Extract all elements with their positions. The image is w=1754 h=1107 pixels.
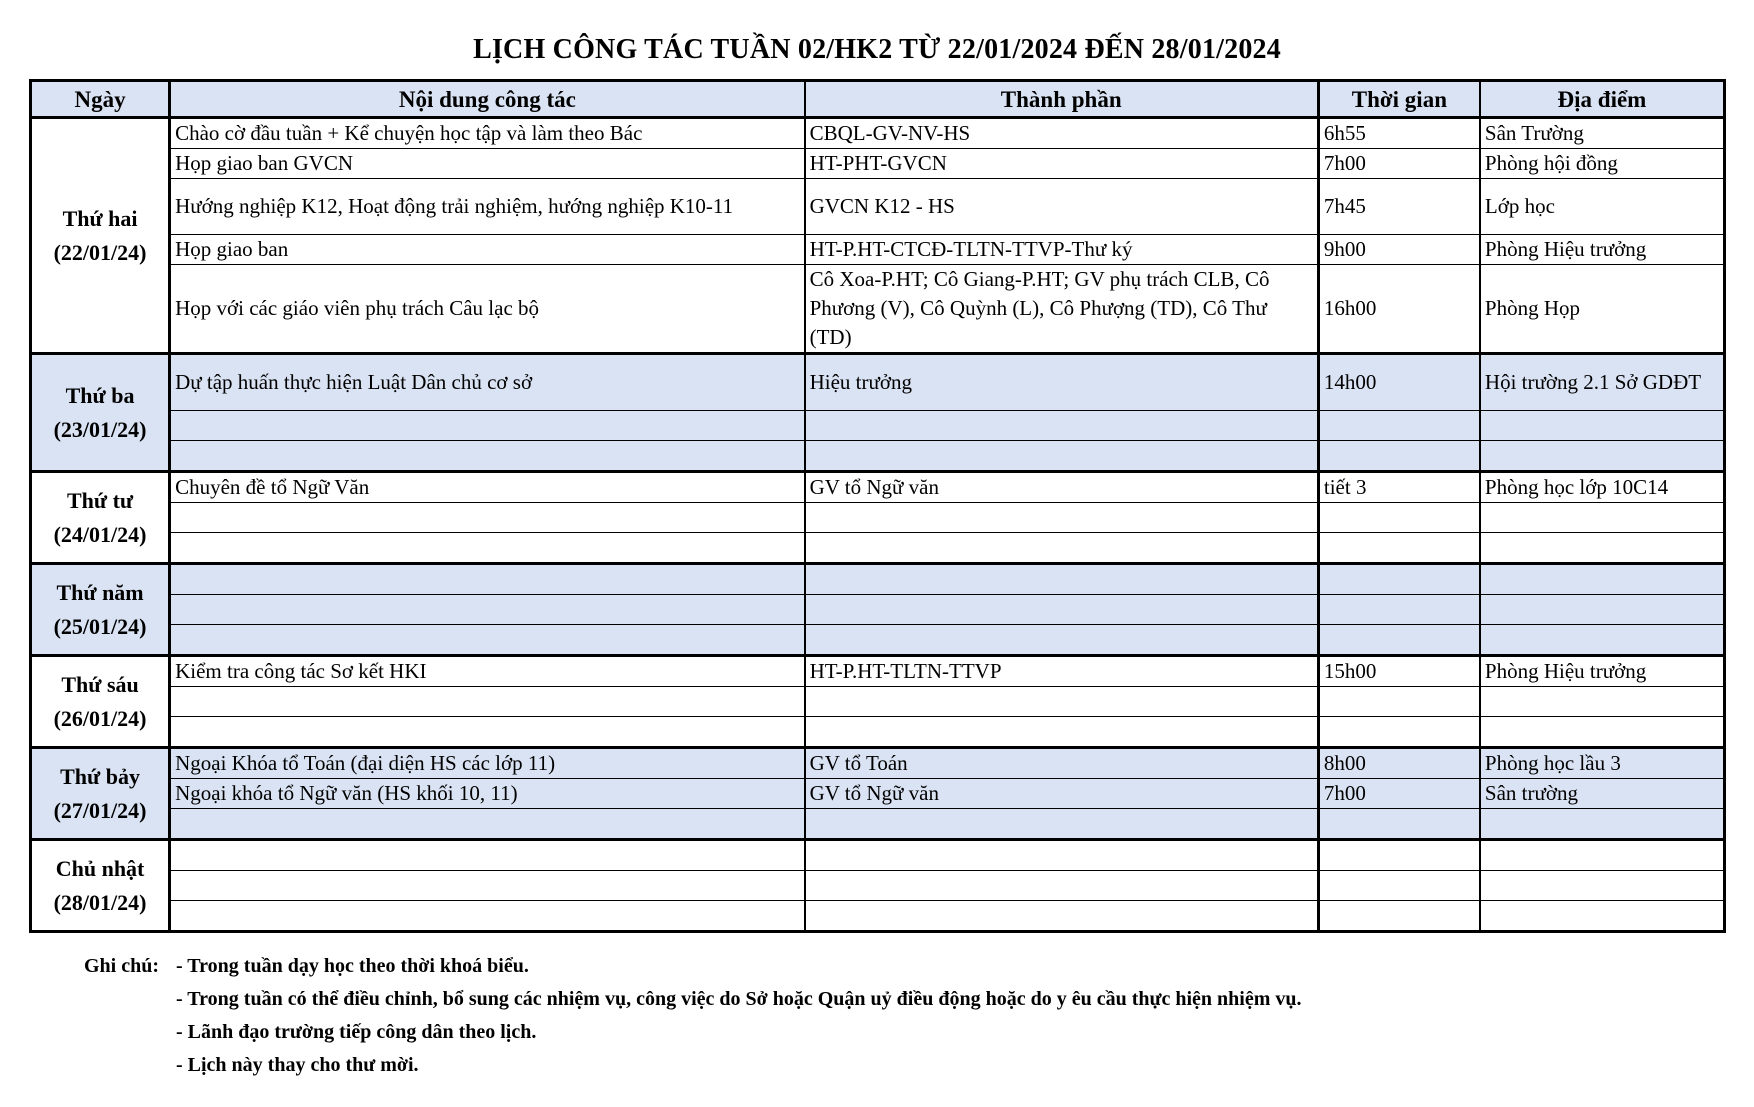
cell-content bbox=[170, 564, 805, 595]
cell-participants: GVCN K12 - HS bbox=[805, 179, 1319, 235]
cell-time: 7h00 bbox=[1318, 149, 1480, 179]
table-row bbox=[31, 533, 1725, 564]
cell-content bbox=[170, 595, 805, 625]
cell-time: 6h55 bbox=[1318, 118, 1480, 149]
cell-time bbox=[1318, 687, 1480, 717]
cell-content bbox=[170, 871, 805, 901]
cell-time bbox=[1318, 625, 1480, 656]
cell-time: 14h00 bbox=[1318, 354, 1480, 411]
note-item: - Lãnh đạo trường tiếp công dân theo lịch. bbox=[176, 1021, 537, 1043]
cell-place bbox=[1480, 441, 1725, 472]
cell-place bbox=[1480, 503, 1725, 533]
cell-time: 16h00 bbox=[1318, 265, 1480, 354]
day-date: (23/01/24) bbox=[53, 416, 147, 442]
cell-place bbox=[1480, 840, 1725, 871]
day-date: (27/01/24) bbox=[53, 797, 147, 823]
cell-time bbox=[1318, 441, 1480, 472]
table-row bbox=[31, 118, 1725, 149]
cell-content bbox=[170, 840, 805, 871]
cell-content bbox=[170, 441, 805, 472]
cell-participants: HT-PHT-GVCN bbox=[805, 149, 1319, 179]
cell-time bbox=[1318, 595, 1480, 625]
cell-participants bbox=[805, 687, 1319, 717]
table-row bbox=[31, 901, 1725, 932]
cell-place: Sân Trường bbox=[1480, 118, 1725, 149]
cell-participants bbox=[805, 503, 1319, 533]
note-item: - Lịch này thay cho thư mời. bbox=[176, 1054, 419, 1076]
table-row bbox=[31, 503, 1725, 533]
cell-content: Ngoại khóa tổ Ngữ văn (HS khối 10, 11) bbox=[170, 779, 805, 809]
cell-time bbox=[1318, 901, 1480, 932]
cell-participants: HT-P.HT-TLTN-TTVP bbox=[805, 656, 1319, 687]
cell-time bbox=[1318, 840, 1480, 871]
cell-participants bbox=[805, 411, 1319, 441]
cell-participants: Hiệu trưởng bbox=[805, 354, 1319, 411]
day-name: Thứ bảy bbox=[60, 763, 140, 789]
cell-content bbox=[170, 809, 805, 840]
table-row bbox=[31, 265, 1725, 354]
cell-participants: Cô Xoa-P.HT; Cô Giang-P.HT; GV phụ trách CLB, Cô Phương (V), Cô Quỳnh (L), Cô Phượng (TD), Cô Thư (TD) bbox=[805, 265, 1319, 354]
cell-participants bbox=[805, 840, 1319, 871]
header-time: Thời gian bbox=[1318, 81, 1480, 118]
cell-place bbox=[1480, 717, 1725, 748]
cell-content: Hướng nghiệp K12, Hoạt động trải nghiệm, hướng nghiệp K10-11 bbox=[170, 179, 805, 235]
day-cell bbox=[31, 748, 170, 840]
note-item: - Trong tuần có thể điều chỉnh, bổ sung các nhiệm vụ, công việc do Sở hoặc Quận uỷ điều động hoặc do y êu cầu thực hiện nhiệm vụ. bbox=[176, 988, 1302, 1010]
table-row bbox=[31, 840, 1725, 871]
cell-place: Phòng Họp bbox=[1480, 265, 1725, 354]
cell-place: Phòng Hiệu trưởng bbox=[1480, 656, 1725, 687]
cell-participants bbox=[805, 625, 1319, 656]
cell-participants bbox=[805, 809, 1319, 840]
cell-time bbox=[1318, 411, 1480, 441]
day-date: (26/01/24) bbox=[53, 705, 147, 731]
table-row bbox=[31, 235, 1725, 265]
cell-place bbox=[1480, 595, 1725, 625]
cell-participants: GV tổ Ngữ văn bbox=[805, 779, 1319, 809]
day-name: Thứ hai bbox=[62, 205, 138, 231]
day-name: Thứ ba bbox=[65, 382, 135, 408]
cell-content bbox=[170, 411, 805, 441]
cell-content: Chào cờ đầu tuần + Kể chuyện học tập và làm theo Bác bbox=[170, 118, 805, 149]
cell-place: Lớp học bbox=[1480, 179, 1725, 235]
cell-place bbox=[1480, 533, 1725, 564]
cell-place: Phòng Hiệu trưởng bbox=[1480, 235, 1725, 265]
cell-place bbox=[1480, 901, 1725, 932]
cell-participants bbox=[805, 871, 1319, 901]
schedule-body bbox=[31, 118, 1725, 932]
day-name: Thứ năm bbox=[56, 579, 144, 605]
cell-participants: GV tổ Ngữ văn bbox=[805, 472, 1319, 503]
header-place: Địa điểm bbox=[1480, 81, 1725, 118]
cell-time bbox=[1318, 564, 1480, 595]
cell-time: 7h45 bbox=[1318, 179, 1480, 235]
notes bbox=[84, 950, 1302, 1082]
table-row bbox=[31, 564, 1725, 595]
day-date: (28/01/24) bbox=[53, 889, 147, 915]
day-cell bbox=[31, 564, 170, 656]
header-day: Ngày bbox=[31, 81, 170, 118]
day-cell bbox=[31, 656, 170, 748]
cell-time bbox=[1318, 871, 1480, 901]
table-row bbox=[31, 687, 1725, 717]
note-item: - Trong tuần dạy học theo thời khoá biểu. bbox=[176, 955, 529, 977]
cell-content bbox=[170, 625, 805, 656]
cell-time: 8h00 bbox=[1318, 748, 1480, 779]
table-row bbox=[31, 179, 1725, 235]
cell-place: Hội trường 2.1 Sở GDĐT bbox=[1480, 354, 1725, 411]
table-row bbox=[31, 779, 1725, 809]
table-row bbox=[31, 809, 1725, 840]
cell-time bbox=[1318, 503, 1480, 533]
table-row bbox=[31, 748, 1725, 779]
header-row bbox=[31, 81, 1725, 118]
cell-content: Kiểm tra công tác Sơ kết HKI bbox=[170, 656, 805, 687]
cell-content: Chuyên đề tổ Ngữ Văn bbox=[170, 472, 805, 503]
cell-participants bbox=[805, 441, 1319, 472]
day-cell bbox=[31, 472, 170, 564]
day-date: (25/01/24) bbox=[53, 613, 147, 639]
cell-content: Ngoại Khóa tổ Toán (đại diện HS các lớp 11) bbox=[170, 748, 805, 779]
day-date: (22/01/24) bbox=[53, 239, 147, 265]
table-row bbox=[31, 354, 1725, 411]
cell-place: Phòng học lớp 10C14 bbox=[1480, 472, 1725, 503]
cell-participants bbox=[805, 564, 1319, 595]
day-name: Thứ sáu bbox=[61, 671, 139, 697]
day-name: Thứ tư bbox=[66, 487, 134, 513]
notes-label: Ghi chú: bbox=[84, 955, 160, 977]
cell-participants bbox=[805, 533, 1319, 564]
cell-content: Họp với các giáo viên phụ trách Câu lạc bộ bbox=[170, 265, 805, 354]
cell-time bbox=[1318, 533, 1480, 564]
cell-place: Phòng hội đồng bbox=[1480, 149, 1725, 179]
table-row bbox=[31, 717, 1725, 748]
cell-participants: HT-P.HT-CTCĐ-TLTN-TTVP-Thư ký bbox=[805, 235, 1319, 265]
table-row bbox=[31, 595, 1725, 625]
day-name: Chủ nhật bbox=[55, 855, 145, 881]
table-row bbox=[31, 656, 1725, 687]
day-cell bbox=[31, 840, 170, 932]
cell-time: 7h00 bbox=[1318, 779, 1480, 809]
notes-list bbox=[176, 950, 1302, 1082]
cell-content bbox=[170, 533, 805, 564]
table-row bbox=[31, 411, 1725, 441]
cell-time bbox=[1318, 717, 1480, 748]
cell-content: Dự tập huấn thực hiện Luật Dân chủ cơ sở bbox=[170, 354, 805, 411]
table-row bbox=[31, 441, 1725, 472]
day-date: (24/01/24) bbox=[53, 521, 147, 547]
table-row bbox=[31, 871, 1725, 901]
cell-place bbox=[1480, 411, 1725, 441]
cell-content: Họp giao ban bbox=[170, 235, 805, 265]
cell-participants: CBQL-GV-NV-HS bbox=[805, 118, 1319, 149]
header-participants: Thành phần bbox=[805, 81, 1319, 118]
table-row bbox=[31, 472, 1725, 503]
page-title: LỊCH CÔNG TÁC TUẦN 02/HK2 TỪ 22/01/2024 ĐẾN 28/01/2024 bbox=[473, 34, 1281, 65]
day-cell bbox=[31, 118, 170, 354]
table-row bbox=[31, 625, 1725, 656]
cell-place bbox=[1480, 687, 1725, 717]
cell-time: tiết 3 bbox=[1318, 472, 1480, 503]
cell-participants bbox=[805, 595, 1319, 625]
day-cell bbox=[31, 354, 170, 472]
cell-content: Họp giao ban GVCN bbox=[170, 149, 805, 179]
cell-time bbox=[1318, 809, 1480, 840]
cell-place: Sân trường bbox=[1480, 779, 1725, 809]
cell-place bbox=[1480, 809, 1725, 840]
cell-content bbox=[170, 503, 805, 533]
cell-content bbox=[170, 717, 805, 748]
cell-place bbox=[1480, 564, 1725, 595]
cell-content bbox=[170, 901, 805, 932]
cell-time: 15h00 bbox=[1318, 656, 1480, 687]
cell-participants: GV tổ Toán bbox=[805, 748, 1319, 779]
cell-content bbox=[170, 687, 805, 717]
table-row bbox=[31, 149, 1725, 179]
cell-participants bbox=[805, 717, 1319, 748]
cell-place bbox=[1480, 625, 1725, 656]
cell-place: Phòng học lầu 3 bbox=[1480, 748, 1725, 779]
header-content: Nội dung công tác bbox=[170, 81, 805, 118]
cell-participants bbox=[805, 901, 1319, 932]
cell-place bbox=[1480, 871, 1725, 901]
cell-time: 9h00 bbox=[1318, 235, 1480, 265]
schedule-table bbox=[29, 79, 1726, 933]
